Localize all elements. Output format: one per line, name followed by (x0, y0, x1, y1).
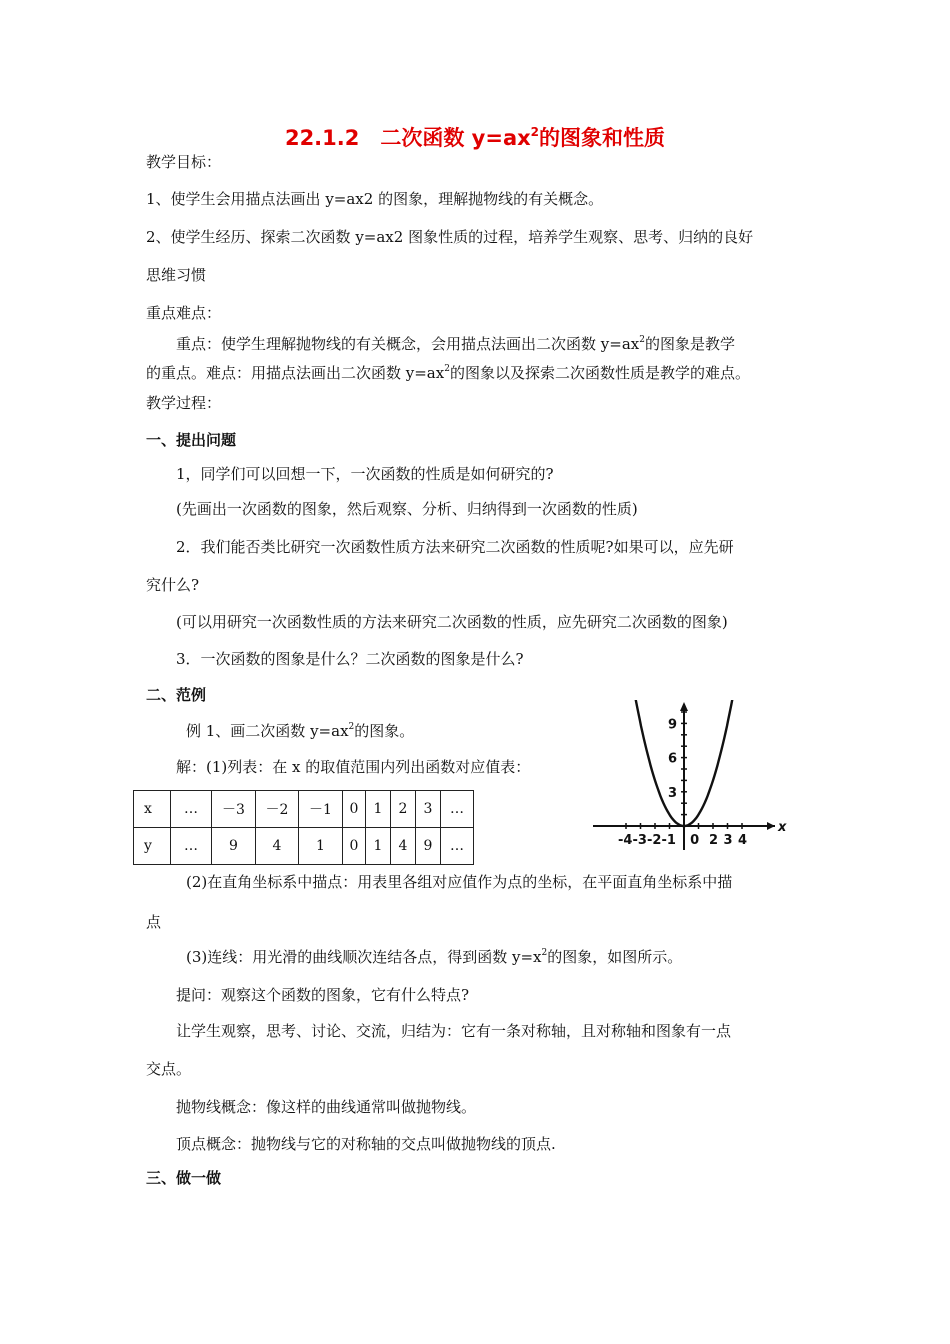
observation-line-2: 交点。 (146, 1060, 192, 1078)
parabola-graph (585, 700, 795, 855)
x-tick-label: 0 (690, 833, 700, 848)
x-axis-label: x (778, 820, 787, 835)
table-cell: －1 (299, 791, 343, 828)
table-cell: … (171, 791, 212, 828)
observation-question: 提问：观察这个函数的图象，它有什么特点? (176, 986, 470, 1004)
table-cell: 4 (391, 828, 416, 865)
vertex-definition: 顶点概念：抛物线与它的对称轴的交点叫做抛物线的顶点. (176, 1135, 556, 1153)
objective-2-line-1: 2、使学生经历、探索二次函数 y=ax2 图象性质的过程，培养学生观察、思考、归纳的良好 (146, 228, 754, 246)
x-axis-arrow (767, 822, 775, 830)
x-tick-label: 4 (738, 833, 748, 848)
solution-step-1: 解：(1)列表：在 x 的取值范围内列出函数对应值表： (176, 758, 531, 776)
solution-step-3: (3)连线：用光滑的曲线顺次连结各点，得到函数 $y=x^2$的图象，如图所示。 (186, 948, 683, 966)
page-title: 22.1.2 二次函数 $y=ax^2$的图象和性质 (284, 125, 666, 150)
x-tick-label: -4 (618, 833, 633, 848)
table-cell: … (171, 828, 212, 865)
table-cell: … (441, 828, 474, 865)
y-axis-arrow (680, 702, 688, 711)
value-table (133, 790, 474, 865)
question-3: 3．一次函数的图象是什么？二次函数的图象是什么? (176, 650, 524, 668)
solution-step-2-line-1: (2)在直角坐标系中描点：用表里各组对应值作为点的坐标，在平面直角坐标系中描 (186, 873, 733, 891)
table-cell: －2 (256, 791, 299, 828)
process-heading: 教学过程： (146, 394, 222, 412)
example-1: 例 1、画二次函数 $y=ax^2$的图象。 (186, 722, 415, 740)
key-points-heading: 重点难点： (146, 304, 222, 322)
table-cell: 4 (256, 828, 299, 865)
table-cell: 1 (366, 828, 391, 865)
table-cell: y (134, 828, 171, 865)
section-1-heading: 一、提出问题 (146, 431, 237, 449)
x-tick-label: -3 (632, 833, 647, 848)
objective-2-line-2: 思维习惯 (146, 266, 207, 284)
y-tick-label: 6 (668, 751, 678, 767)
table-row-y (134, 828, 474, 865)
x-tick-label: -2 (647, 833, 662, 848)
table-cell: 9 (416, 828, 441, 865)
table-cell: x (134, 791, 171, 828)
table-row-x (134, 791, 474, 828)
table-cell: －3 (212, 791, 256, 828)
parabola-definition: 抛物线概念：像这样的曲线通常叫做抛物线。 (176, 1098, 477, 1116)
table-cell: 1 (299, 828, 343, 865)
section-3-heading: 三、做一做 (146, 1169, 222, 1187)
x-tick-label: 2 (709, 833, 719, 848)
key-points-line-2: 的重点。难点：用描点法画出二次函数 $y=ax^2$的图象以及探索二次函数性质是教学的难点。 (146, 364, 750, 382)
x-tick-label: -1 (661, 833, 676, 848)
table-cell: 0 (343, 791, 366, 828)
question-1: 1，同学们可以回想一下，一次函数的性质是如何研究的? (176, 465, 554, 483)
table-cell: … (441, 791, 474, 828)
question-2-line-2: 究什么? (146, 576, 200, 594)
table-cell: 1 (366, 791, 391, 828)
answer-2: (可以用研究一次函数性质的方法来研究二次函数的性质，应先研究二次函数的图象) (176, 613, 728, 631)
objectives-heading: 教学目标： (146, 153, 222, 171)
table-cell: 0 (343, 828, 366, 865)
solution-step-2-line-2: 点 (146, 913, 162, 931)
table-cell: 9 (212, 828, 256, 865)
y-tick-label: 3 (668, 785, 678, 801)
key-points-line-1: 重点：使学生理解抛物线的有关概念，会用描点法画出二次函数 $y=ax^2$的图象是教学 (176, 335, 735, 353)
observation-line-1: 让学生观察，思考、讨论、交流，归结为：它有一条对称轴，且对称轴和图象有一点 (176, 1022, 732, 1040)
question-2-line-1: 2．我们能否类比研究一次函数性质方法来研究二次函数的性质呢?如果可以，应先研 (176, 538, 734, 556)
x-tick-label: 3 (723, 833, 733, 848)
section-2-heading: 二、范例 (146, 686, 207, 704)
objective-1: 1、使学生会用描点法画出 y=ax2 的图象，理解抛物线的有关概念。 (146, 190, 604, 208)
y-tick-label: 9 (668, 717, 678, 733)
answer-1: (先画出一次函数的图象，然后观察、分析、归纳得到一次函数的性质) (176, 500, 638, 518)
table-cell: 2 (391, 791, 416, 828)
table-cell: 3 (416, 791, 441, 828)
